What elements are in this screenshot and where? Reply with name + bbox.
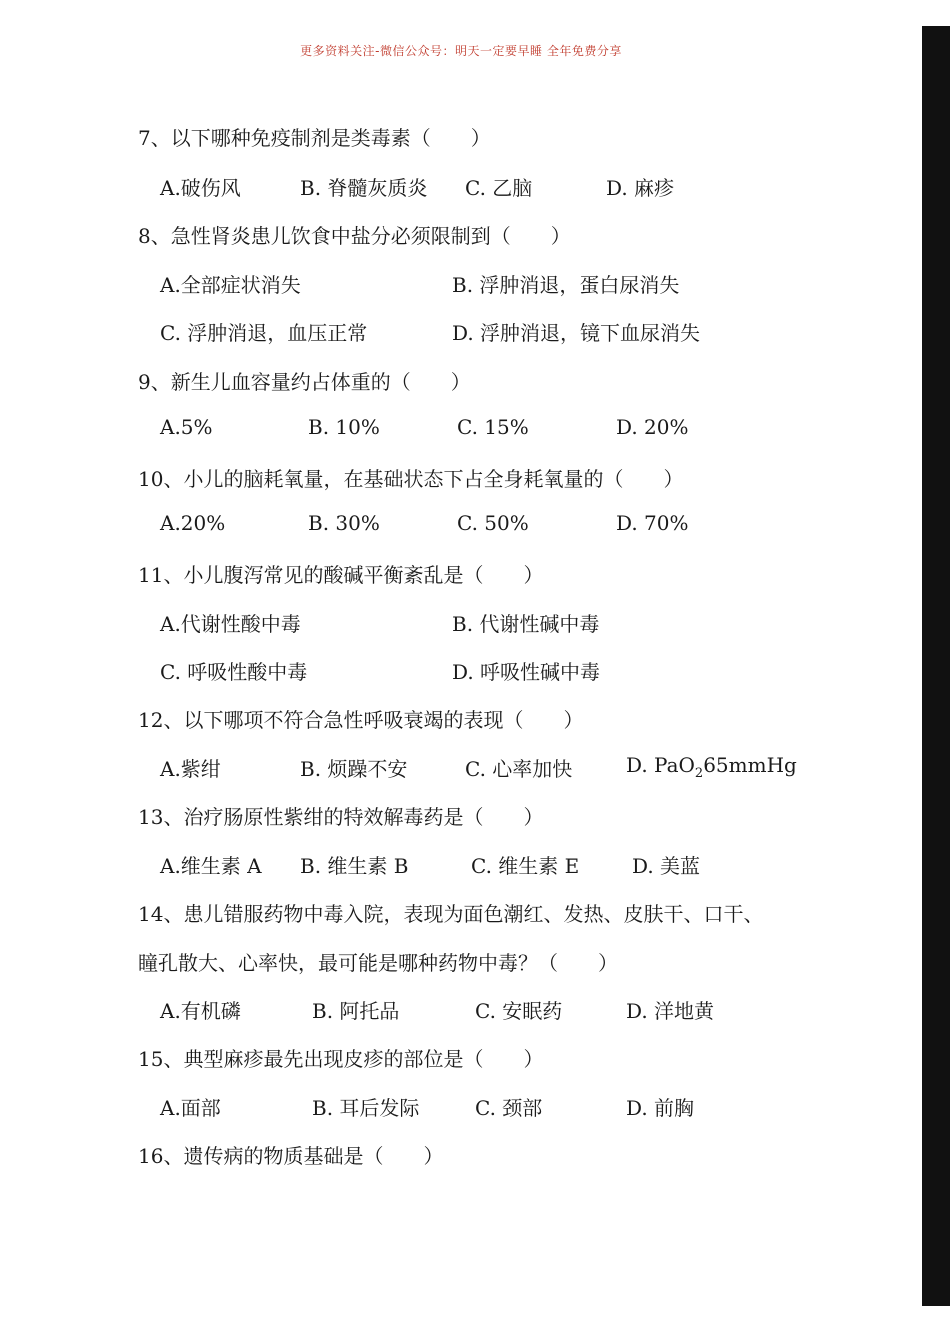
question-13-option-a: A.维生素 A bbox=[160, 854, 262, 878]
question-14-option-a: A.有机磷 bbox=[160, 999, 241, 1023]
question-12-option-d bbox=[626, 753, 797, 781]
question-15-option-d: D. 前胸 bbox=[626, 1096, 695, 1120]
question-14-option-d: D. 洋地黄 bbox=[626, 999, 715, 1023]
question-14-option-c: C. 安眠药 bbox=[475, 999, 563, 1023]
question-10-option-a: A.20% bbox=[160, 511, 226, 535]
question-13-stem: 13、治疗肠原性紫绀的特效解毒药是（ ） bbox=[138, 805, 544, 829]
question-12-option-d-suffix: 65mmHg bbox=[703, 753, 797, 777]
question-9-option-a: A.5% bbox=[160, 415, 213, 439]
question-11-option-a: A.代谢性酸中毒 bbox=[160, 612, 301, 636]
question-10-option-c: C. 50% bbox=[457, 511, 529, 535]
question-11-option-d: D. 呼吸性碱中毒 bbox=[452, 660, 601, 684]
question-12-option-a: A.紫绀 bbox=[160, 757, 221, 781]
question-9-option-b: B. 10% bbox=[308, 415, 380, 439]
question-15-option-a: A.面部 bbox=[160, 1096, 221, 1120]
question-12-option-d-subscript: 2 bbox=[694, 766, 704, 781]
question-9-option-d: D. 20% bbox=[616, 415, 689, 439]
question-13-option-d: D. 美蓝 bbox=[632, 854, 701, 878]
question-14-stem-line1: 14、患儿错服药物中毒入院，表现为面色潮红、发热、皮肤干、口干、 bbox=[138, 902, 764, 926]
question-14-option-b: B. 阿托品 bbox=[312, 999, 400, 1023]
question-11-option-c: C. 呼吸性酸中毒 bbox=[160, 660, 308, 684]
question-12-option-d-prefix: D. PaO bbox=[626, 753, 695, 777]
question-15-option-c: C. 颈部 bbox=[475, 1096, 543, 1120]
page-edge-bar bbox=[922, 26, 950, 1306]
question-10-stem: 10、小儿的脑耗氧量，在基础状态下占全身耗氧量的（ ） bbox=[138, 467, 684, 491]
question-12-stem: 12、以下哪项不符合急性呼吸衰竭的表现（ ） bbox=[138, 708, 584, 732]
question-12-option-c: C. 心率加快 bbox=[465, 757, 573, 781]
question-10-option-d: D. 70% bbox=[616, 511, 689, 535]
question-7-option-c: C. 乙脑 bbox=[465, 176, 533, 200]
question-8-option-d: D. 浮肿消退，镜下血尿消失 bbox=[452, 321, 701, 345]
question-8-option-a: A.全部症状消失 bbox=[160, 273, 301, 297]
question-11-option-b: B. 代谢性碱中毒 bbox=[452, 612, 600, 636]
question-11-stem: 11、小儿腹泻常见的酸碱平衡紊乱是（ ） bbox=[138, 563, 544, 587]
question-9-stem: 9、新生儿血容量约占体重的（ ） bbox=[138, 370, 471, 394]
question-9-option-c: C. 15% bbox=[457, 415, 529, 439]
question-13-option-b: B. 维生素 B bbox=[300, 854, 409, 878]
question-7-option-b: B. 脊髓灰质炎 bbox=[300, 176, 428, 200]
question-16-stem: 16、遗传病的物质基础是（ ） bbox=[138, 1144, 444, 1168]
question-13-option-c: C. 维生素 E bbox=[471, 854, 580, 878]
question-14-stem-line2: 瞳孔散大、心率快，最可能是哪种药物中毒？（ ） bbox=[138, 951, 618, 975]
question-8-stem: 8、急性肾炎患儿饮食中盐分必须限制到（ ） bbox=[138, 224, 571, 248]
question-12-option-b: B. 烦躁不安 bbox=[300, 757, 408, 781]
question-7-option-a: A.破伤风 bbox=[160, 176, 241, 200]
question-7-stem: 7、以下哪种免疫制剂是类毒素（ ） bbox=[138, 126, 491, 150]
question-8-option-b: B. 浮肿消退，蛋白尿消失 bbox=[452, 273, 680, 297]
question-15-stem: 15、典型麻疹最先出现皮疹的部位是（ ） bbox=[138, 1047, 544, 1071]
question-8-option-c: C. 浮肿消退，血压正常 bbox=[160, 321, 368, 345]
question-10-option-b: B. 30% bbox=[308, 511, 380, 535]
question-15-option-b: B. 耳后发际 bbox=[312, 1096, 420, 1120]
promo-header: 更多资料关注-微信公众号：明天一定要早睡 全年免费分享 bbox=[300, 44, 622, 58]
question-7-option-d: D. 麻疹 bbox=[606, 176, 675, 200]
